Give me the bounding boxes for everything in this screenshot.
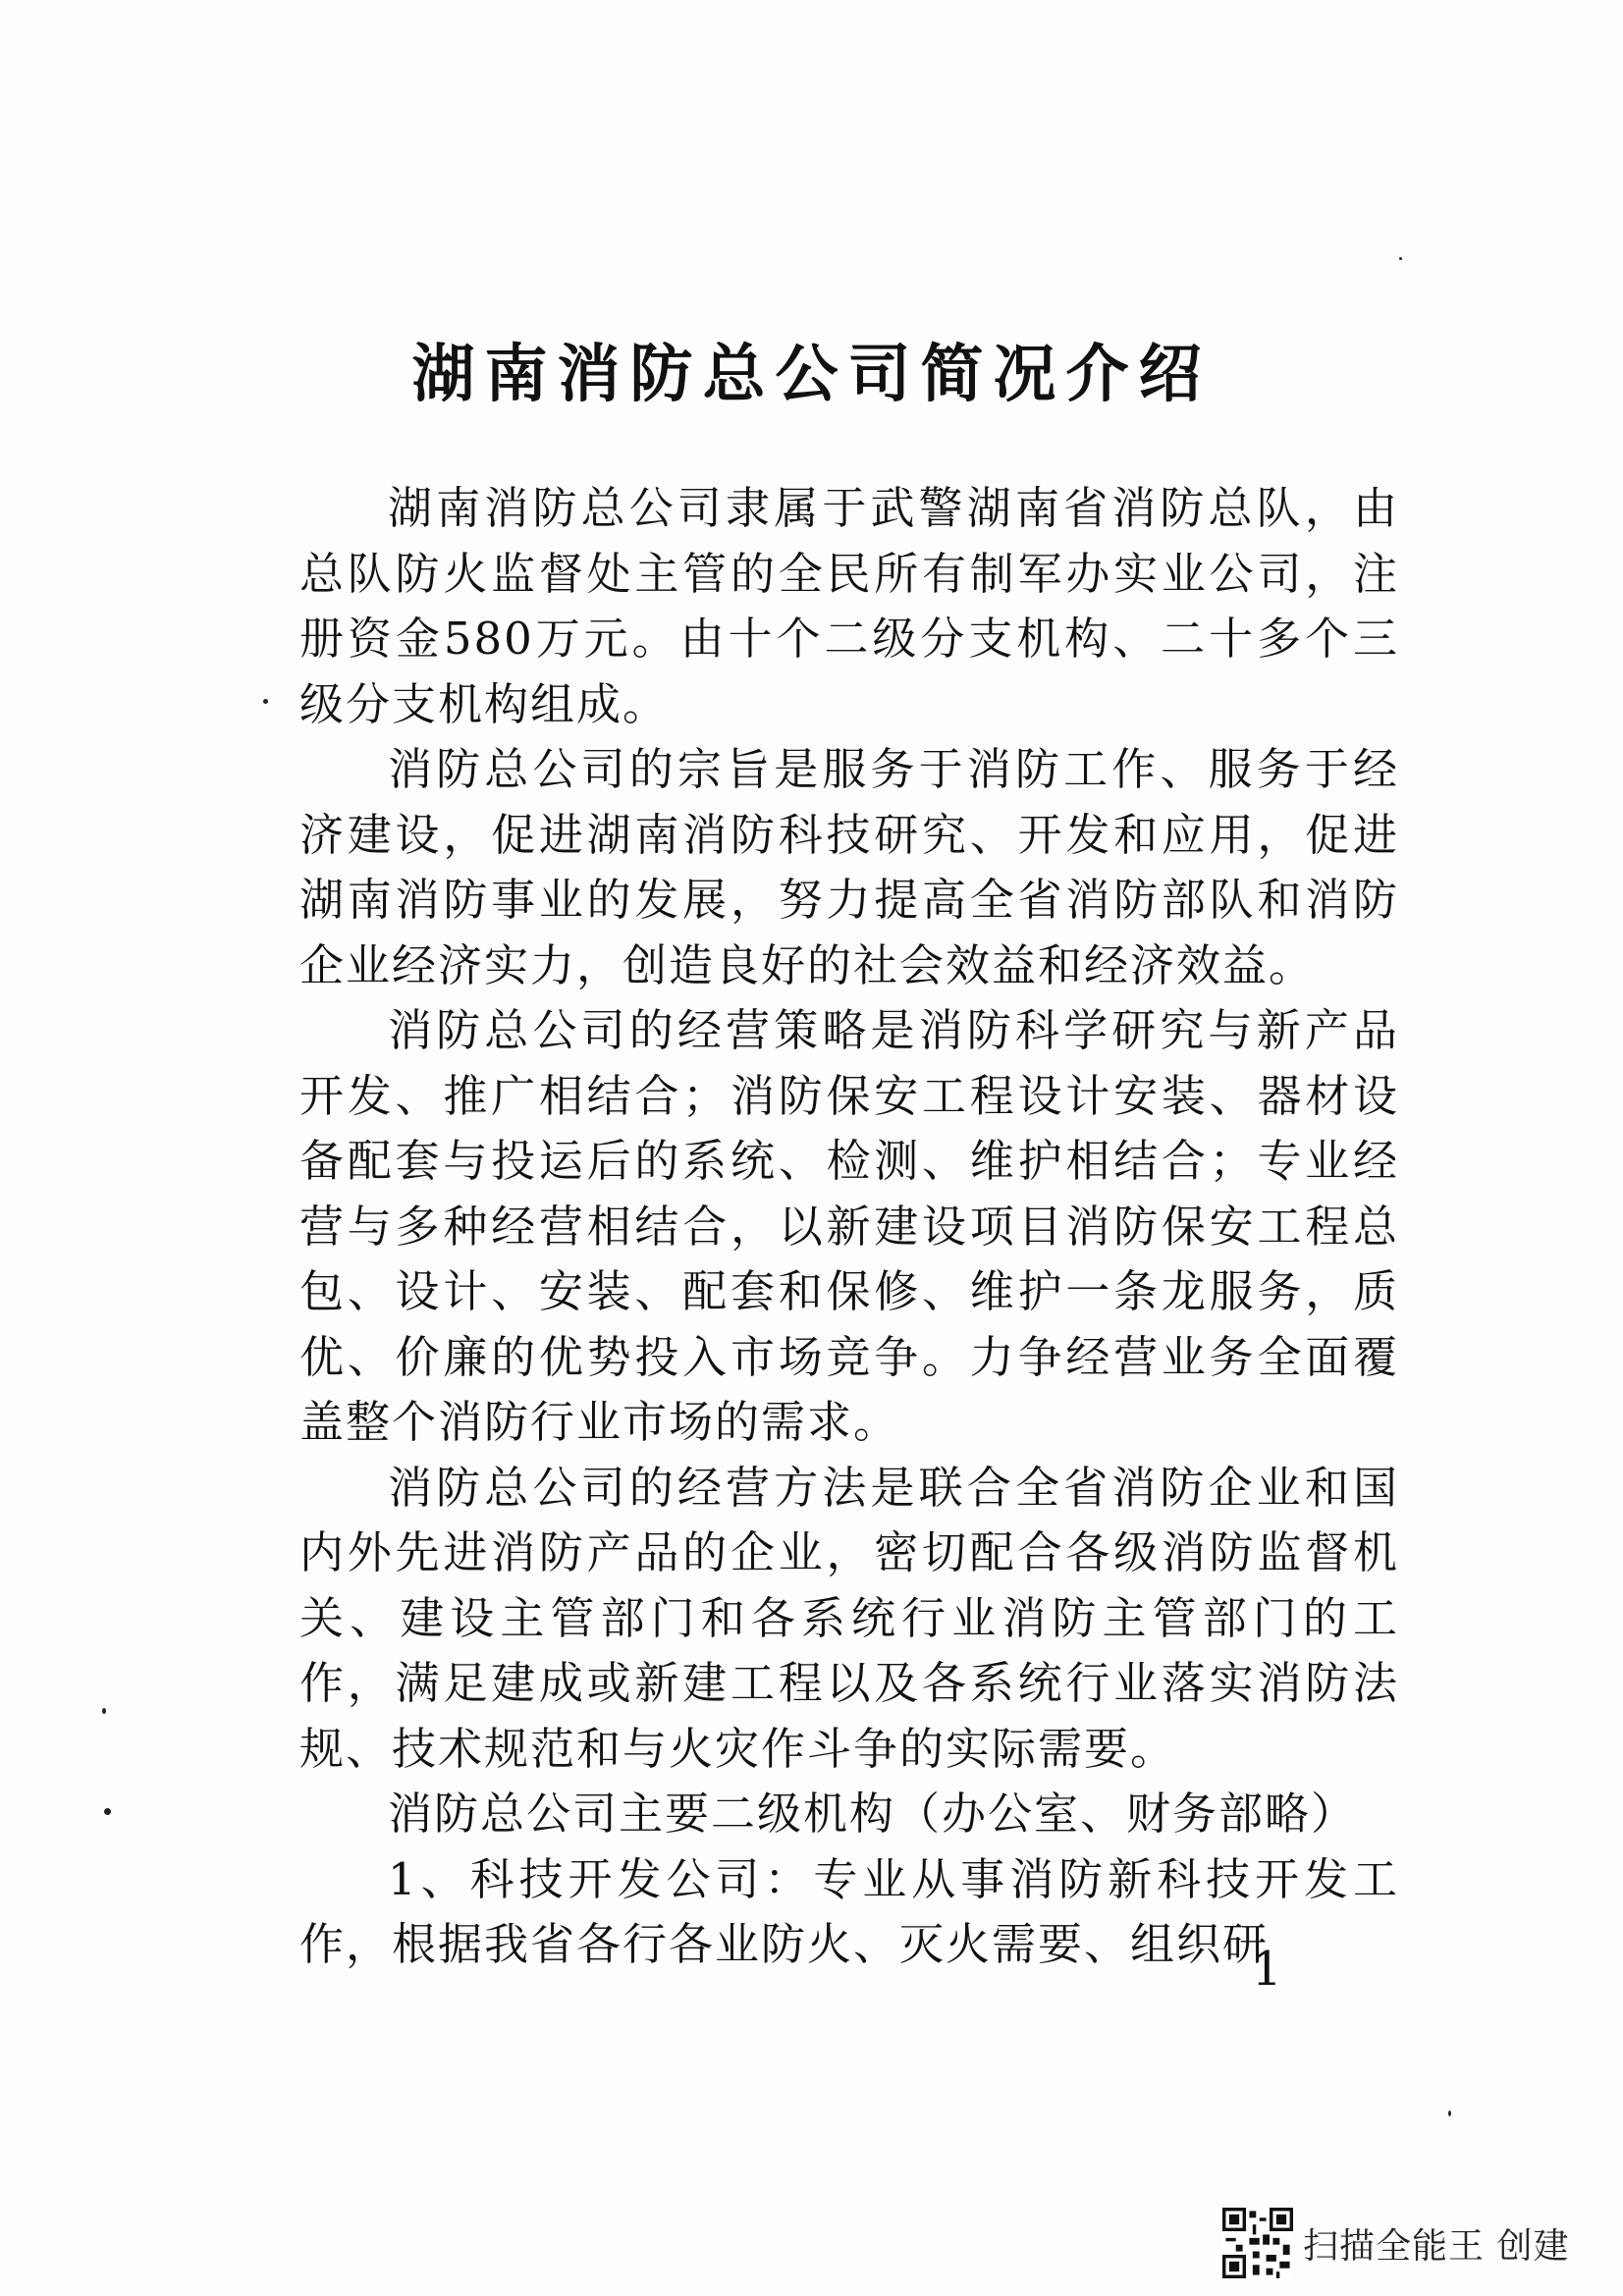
- document-title: 湖南消防总公司简况介绍: [411, 339, 1212, 411]
- scan-speck: [1448, 2110, 1451, 2116]
- paragraph-tech-development: 1、科技开发公司：专业从事消防新科技开发工作，根据我省各行各业防火、灭火需要、组织研: [299, 1852, 1399, 1970]
- page-number: 1: [1252, 1942, 1282, 1997]
- qr-code-icon: [1222, 2208, 1293, 2278]
- scan-speck: [1399, 257, 1402, 260]
- paragraph-affiliation: 湖南消防总公司隶属于武警湖南省消防总队，由总队防火监督处主管的全民所有制军办实业公司，注册资金580万元。由十个二级分支机构、二十多个三级分支机构组成。: [299, 482, 1399, 730]
- document-body: [299, 476, 1399, 1978]
- paragraph-method: 消防总公司的经营方法是联合全省消防企业和国内外先进消防产品的企业，密切配合各级消防监督机关、建设主管部门和各系统行业消防主管部门的工作，满足建成或新建工程以及各系统行业落实消防法规、技术规范和与火灾作斗争的实际需要。: [299, 1461, 1399, 1775]
- paragraph-strategy: 消防总公司的经营策略是消防科学研究与新产品开发、推广相结合；消防保安工程设计安装、器材设备配套与投运后的系统、检测、维护相结合；专业经营与多种经营相结合，以新建设项目消防保安工程总包、设计、安装、配套和保修、维护一条龙服务，质优、价廉的优势投入市场竞争。力争经营业务全面覆盖整个消防行业市场的需求。: [299, 1004, 1399, 1448]
- scan-speck: [104, 1808, 111, 1815]
- scan-speck: [102, 1708, 106, 1714]
- scanner-watermark: [1222, 2204, 1569, 2282]
- scanner-app-label: 扫描全能王 创建: [1303, 2225, 1570, 2267]
- scan-speck: [263, 699, 268, 704]
- paragraph-secondary-units: 消防总公司主要二级机构（办公室、财务部略）: [388, 1788, 1358, 1840]
- paragraph-purpose: 消防总公司的宗旨是服务于消防工作、服务于经济建设，促进湖南消防科技研究、开发和应用，促进湖南消防事业的发展，努力提高全省消防部队和消防企业经济实力，创造良好的社会效益和经济效益。: [299, 743, 1399, 991]
